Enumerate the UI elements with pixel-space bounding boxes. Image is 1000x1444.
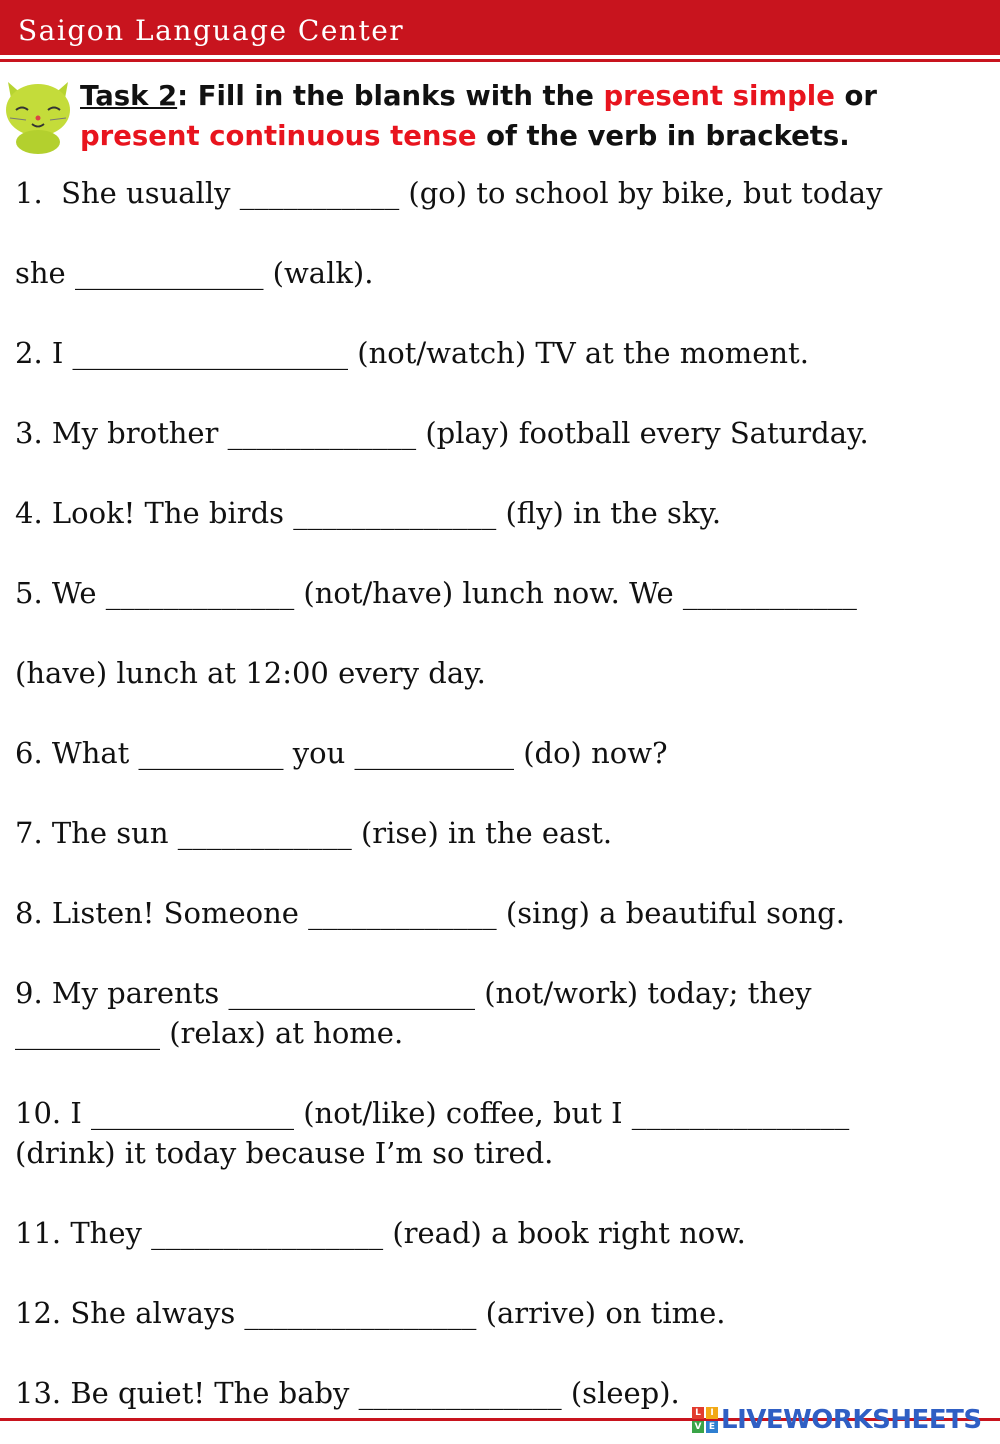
question-line: 4. Look! The birds ______________ (fly) in the sky. xyxy=(15,496,722,530)
question-line: 8. Listen! Someone _____________ (sing) a beautiful song. xyxy=(15,896,845,930)
question-line: 10. I ______________ (not/like) coffee, but I _______________ xyxy=(15,1096,850,1130)
center-name: Saigon Language Center xyxy=(18,14,405,47)
present-simple-term: present simple xyxy=(603,80,835,112)
task-label: Task 2 xyxy=(80,80,178,112)
question-line: 3. My brother _____________ (play) football every Saturday. xyxy=(15,416,869,450)
question-line: 1. She usually ___________ (go) to school by bike, but today xyxy=(15,176,883,210)
logo-mark-icon: L I V E xyxy=(692,1407,718,1433)
question-line: (drink) it today because I’m so tired. xyxy=(15,1136,554,1170)
question-line: 9. My parents _________________ (not/work) today; they xyxy=(15,976,812,1010)
question-line: 2. I ___________________ (not/watch) TV at the moment. xyxy=(15,336,809,370)
question-line: 12. She always ________________ (arrive) on time. xyxy=(15,1296,726,1330)
cat-mascot-icon xyxy=(2,74,74,154)
question-line: 7. The sun ____________ (rise) in the east. xyxy=(15,816,613,850)
task-text-3: of the verb in brackets. xyxy=(476,120,850,152)
header-divider xyxy=(0,59,1000,62)
question-line: 5. We _____________ (not/have) lunch now. We ____________ xyxy=(15,576,857,610)
question-line: 6. What __________ you ___________ (do) now? xyxy=(15,736,668,770)
task-text-2: or xyxy=(834,80,877,112)
task-text-1: : Fill in the blanks with the xyxy=(177,80,604,112)
question-line: she _____________ (walk). xyxy=(15,256,374,290)
question-line: __________ (relax) at home. xyxy=(15,1016,404,1050)
question-line: 13. Be quiet! The baby ______________ (sleep). xyxy=(15,1376,680,1410)
logo-text: LIVEWORKSHEETS xyxy=(721,1405,982,1435)
question-line: (have) lunch at 12:00 every day. xyxy=(15,656,486,690)
liveworksheets-logo xyxy=(692,1404,982,1436)
task-instruction xyxy=(80,76,995,156)
question-line: 11. They ________________ (read) a book right now. xyxy=(15,1216,746,1250)
header-bar xyxy=(0,0,1000,55)
present-continuous-term: present continuous tense xyxy=(80,120,477,152)
